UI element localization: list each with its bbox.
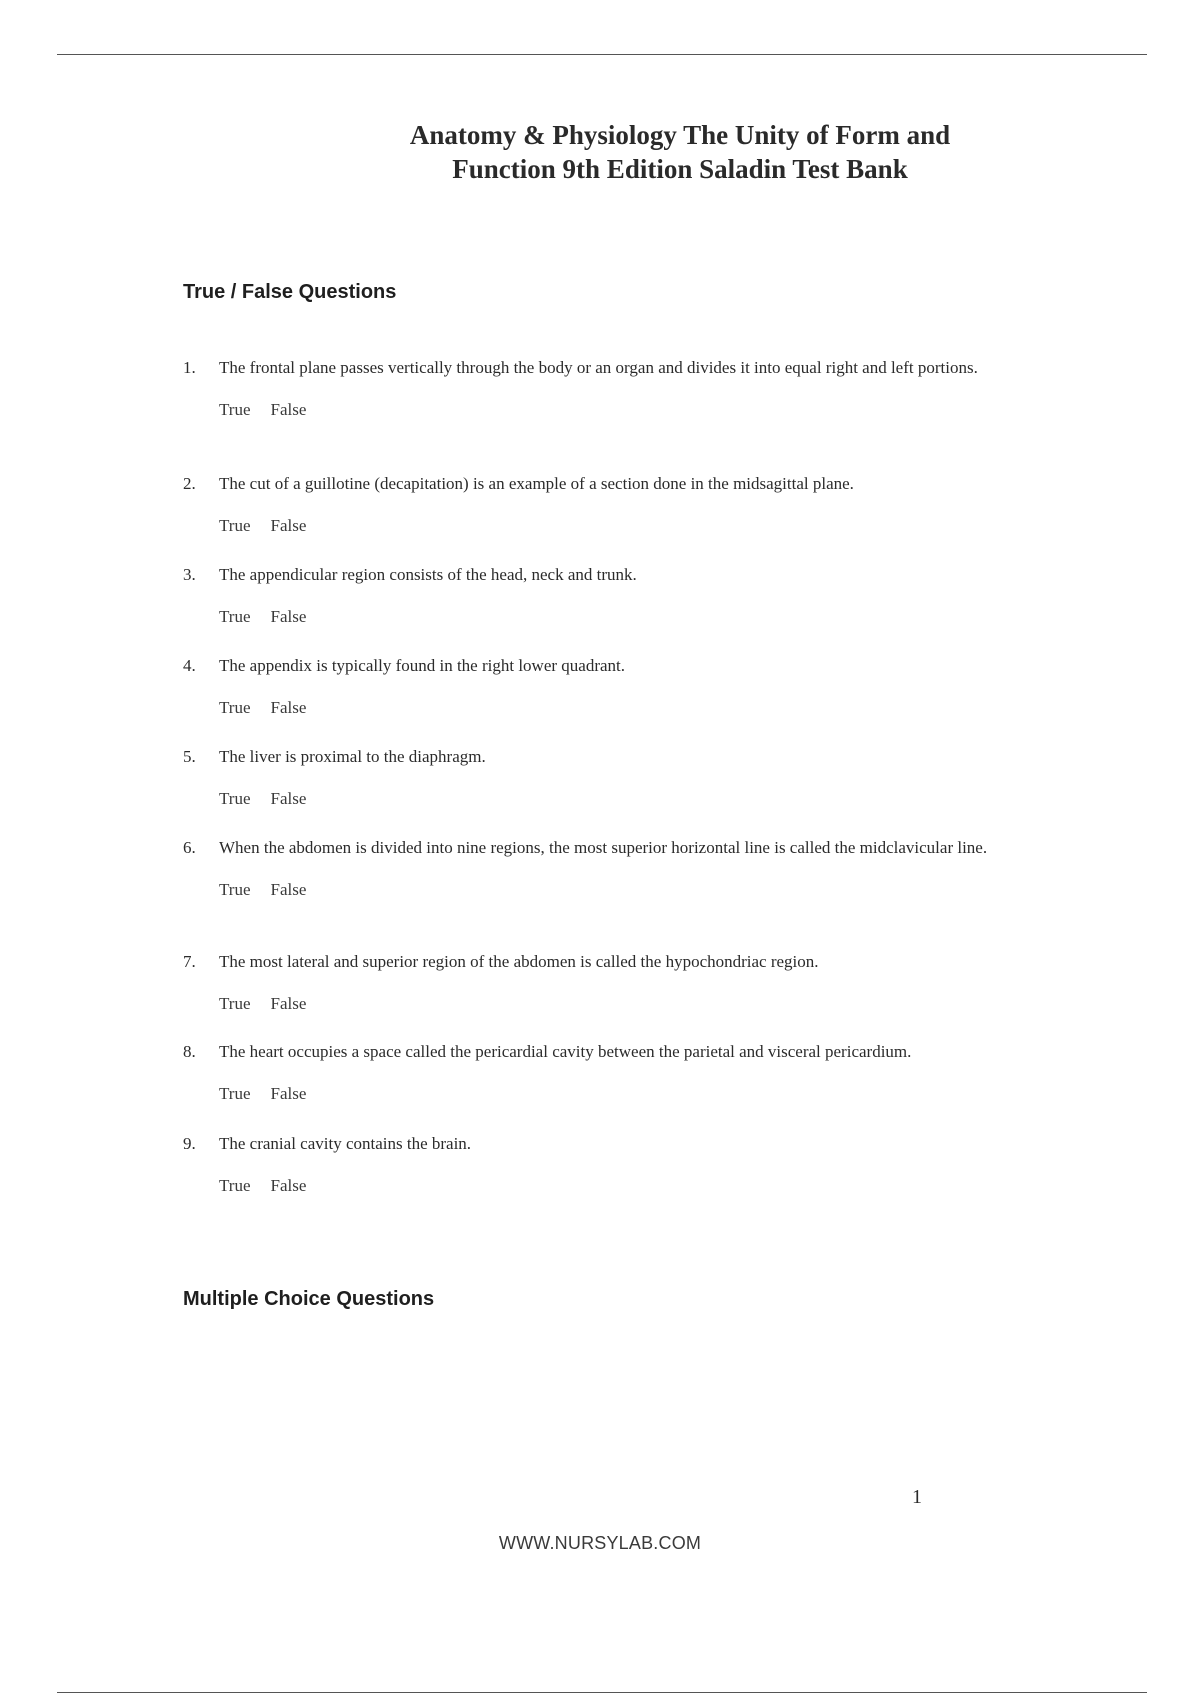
question-item [183,563,1103,628]
question-number: 8. [183,1042,196,1061]
question-number: 4. [183,656,196,675]
question-item [183,356,1103,421]
answer-options [219,696,1103,719]
option-false: False [270,1084,307,1103]
question-item [183,745,1103,810]
option-false: False [270,1176,307,1195]
answer-options [219,514,1103,537]
top-divider [57,54,1147,55]
question-text: The heart occupies a space called the pericardial cavity between the parietal and visceral pericardium. [219,1042,912,1061]
multiple-choice-heading: Multiple Choice Questions [183,1288,435,1310]
question-text: The appendicular region consists of the head, neck and trunk. [219,565,637,584]
question-number: 9. [183,1134,196,1153]
option-true: True [219,994,251,1013]
question-text: The cranial cavity contains the brain. [219,1134,472,1153]
option-false: False [270,607,307,626]
question-text: The most lateral and superior region of the abdomen is called the hypochondriac region. [219,952,819,971]
question-item [183,1040,1103,1105]
question-item [183,836,1103,901]
question-text: The liver is proximal to the diaphragm. [219,747,486,766]
footer-url: WWW.NURSYLAB.COM [498,1533,702,1553]
option-true: True [219,698,251,717]
question-item [183,950,1103,1015]
option-true: True [219,880,251,899]
option-true: True [219,516,251,535]
true-false-heading: True / False Questions [183,281,397,303]
bottom-divider [57,1692,1147,1693]
question-number: 7. [183,952,196,971]
answer-options [219,787,1103,810]
question-text: The cut of a guillotine (decapitation) is an example of a section done in the midsagittal plane. [219,474,854,493]
question-text: The frontal plane passes vertically through the body or an organ and divides it into equal right and left portions. [219,358,978,377]
answer-options [219,1082,1103,1105]
option-true: True [219,789,251,808]
answer-options [219,398,1103,421]
option-false: False [270,400,307,419]
question-number: 1. [183,358,196,377]
question-item [183,654,1103,719]
question-item [183,472,1103,537]
option-true: True [219,1176,251,1195]
option-false: False [270,789,307,808]
page-number: 1 [912,1486,922,1508]
answer-options [219,1174,1103,1197]
answer-options [219,605,1103,628]
option-true: True [219,400,251,419]
question-number: 3. [183,565,196,584]
option-false: False [270,516,307,535]
title-line-1: Anatomy & Physiology The Unity of Form and [409,120,951,150]
question-item [183,1132,1103,1197]
option-true: True [219,607,251,626]
answer-options [219,878,1103,901]
option-false: False [270,994,307,1013]
document-title [300,118,1060,186]
question-number: 2. [183,474,196,493]
question-text: The appendix is typically found in the right lower quadrant. [219,656,626,675]
question-number: 5. [183,747,196,766]
answer-options [219,992,1103,1015]
option-false: False [270,698,307,717]
option-false: False [270,880,307,899]
question-text: When the abdomen is divided into nine regions, the most superior horizontal line is called the midclavicular line. [219,838,988,857]
title-line-2: Function 9th Edition Saladin Test Bank [452,154,908,184]
question-number: 6. [183,838,196,857]
option-true: True [219,1084,251,1103]
